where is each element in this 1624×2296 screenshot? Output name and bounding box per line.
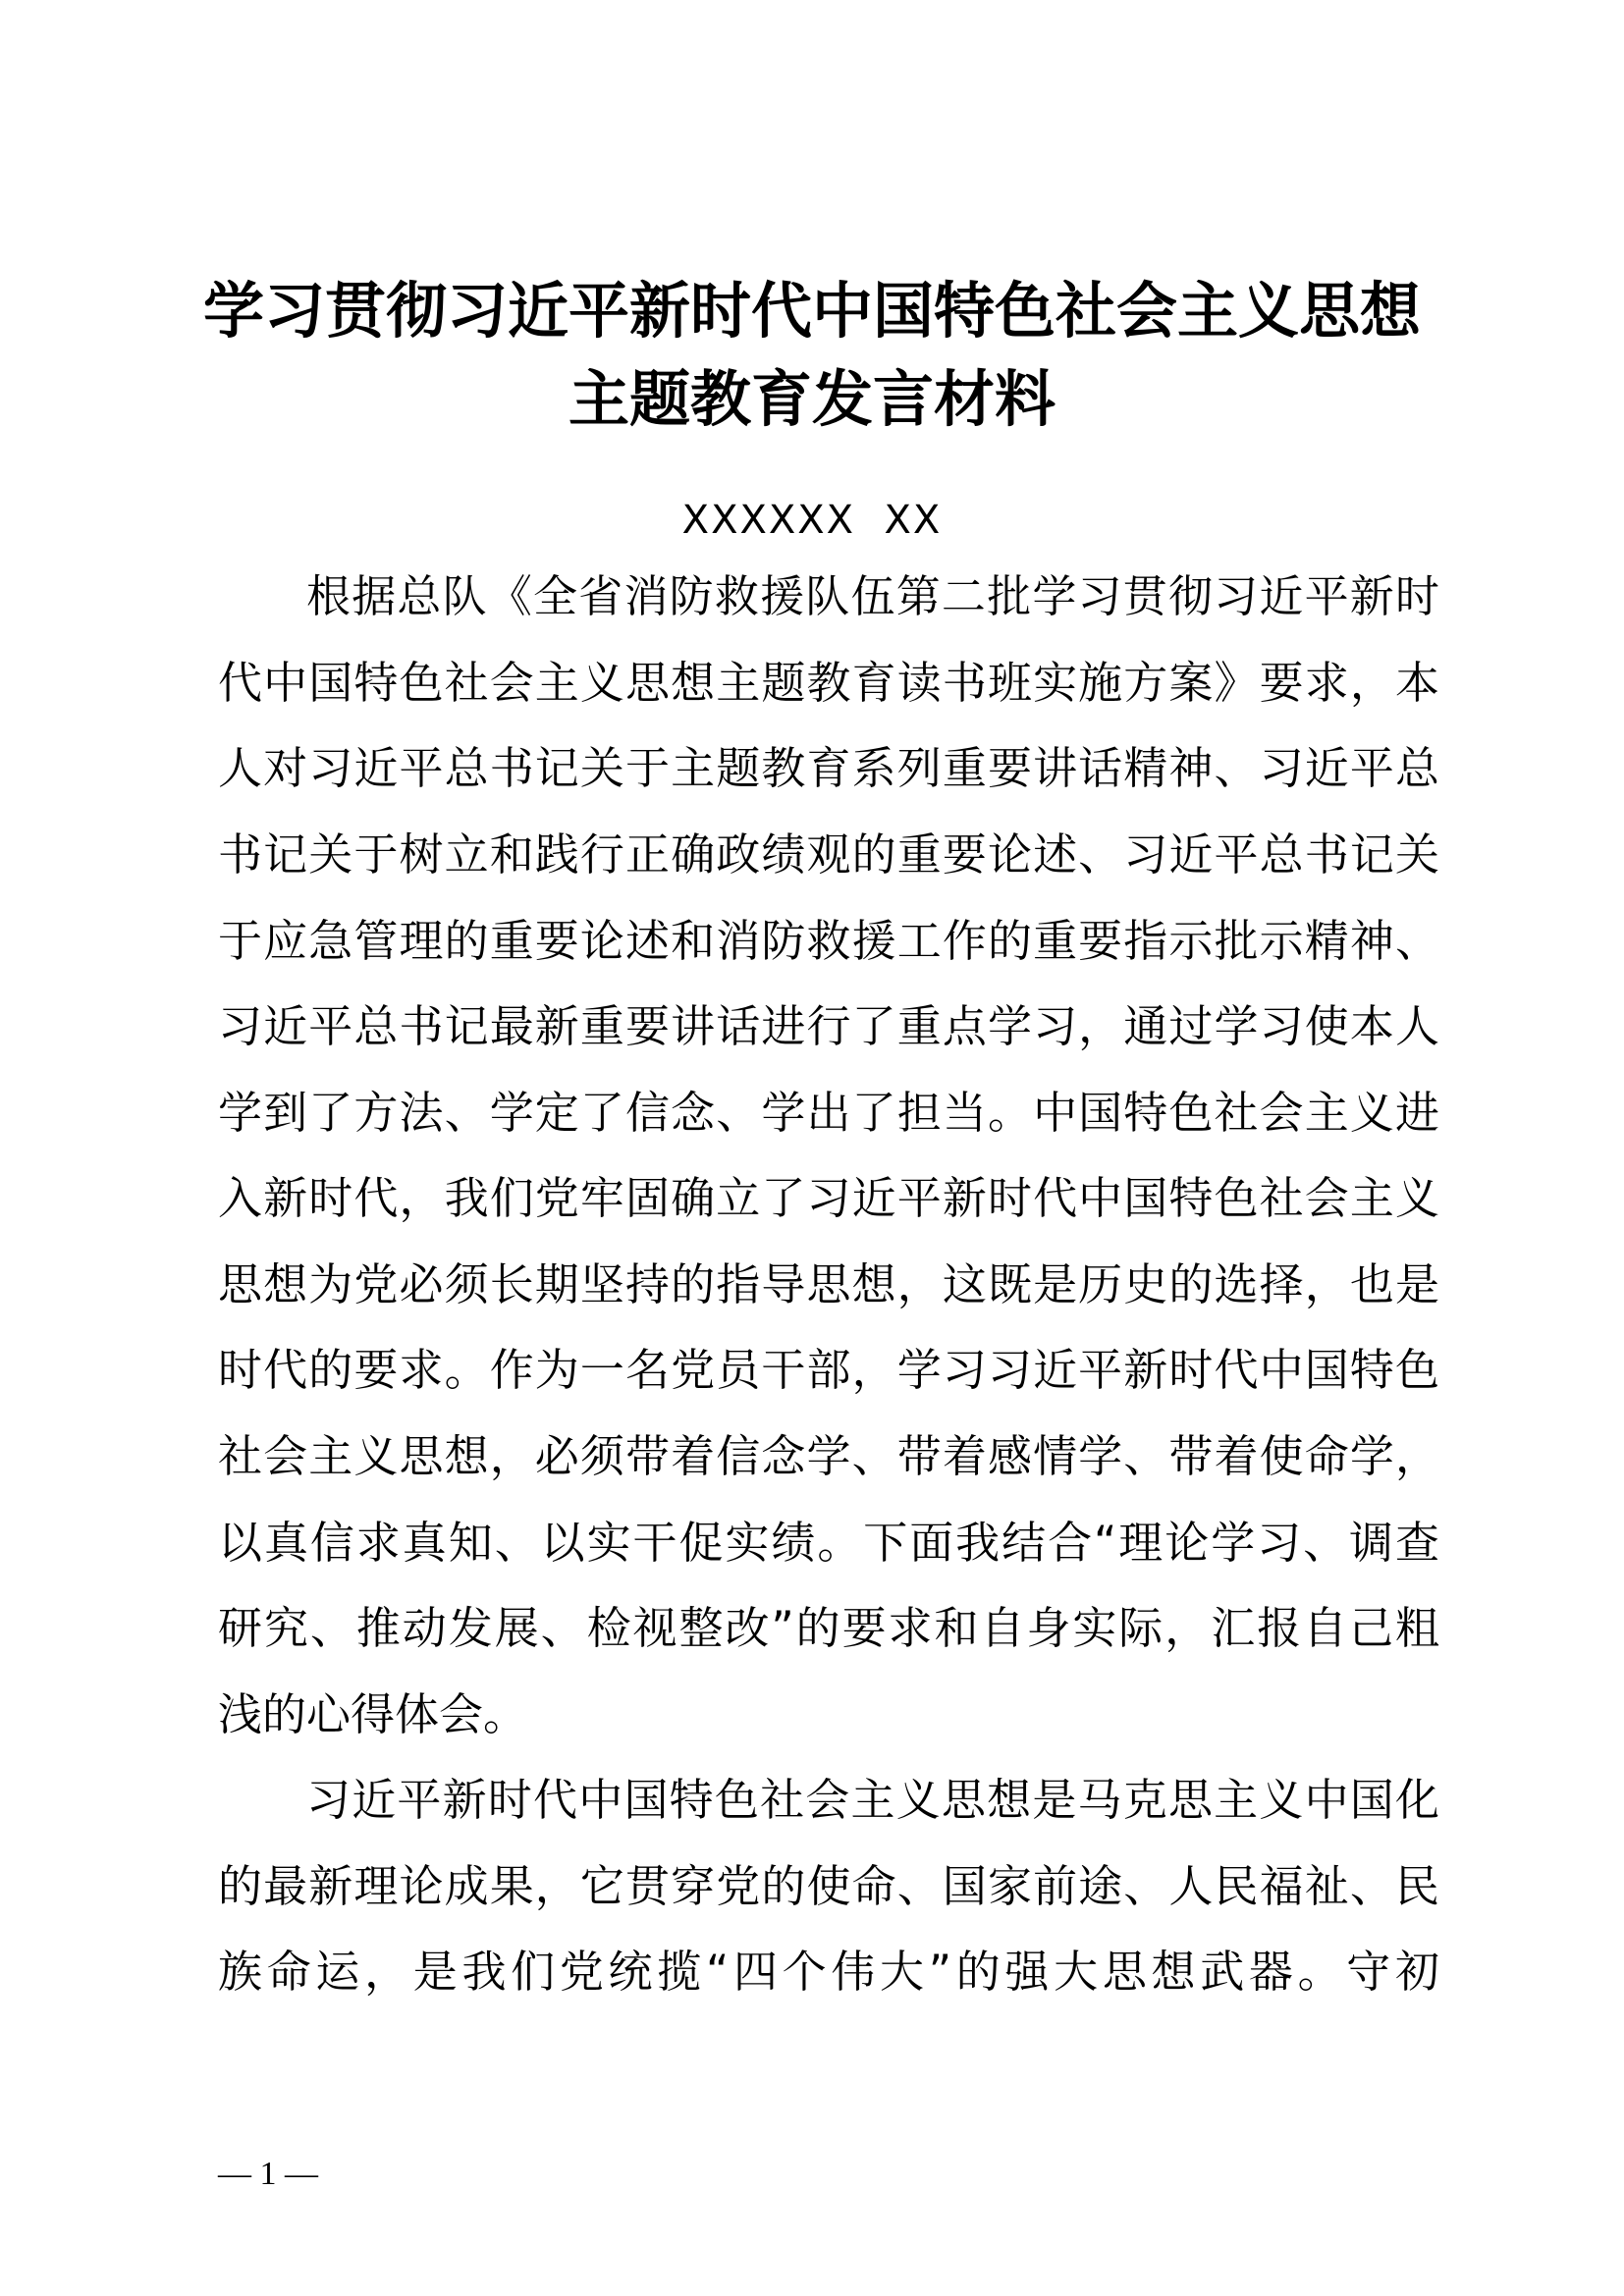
paragraph-line: 思想为党必须长期坚持的指导思想，这既是历史的选择，也是 — [218, 1258, 1439, 1310]
paragraph-line: 的最新理论成果，它贯穿党的使命、国家前途、人民福祉、民 — [218, 1860, 1439, 1912]
paragraph-line: 学到了方法、学定了信念、学出了担当。中国特色社会主义进 — [218, 1087, 1439, 1139]
paragraph-line: 习近平总书记最新重要讲话进行了重点学习，通过学习使本人 — [218, 1000, 1439, 1052]
paragraph-line: 人对习近平总书记关于主题教育系列重要讲话精神、习近平总 — [218, 742, 1439, 794]
paragraph-line: 书记关于树立和践行正确政绩观的重要论述、习近平总书记关 — [218, 828, 1439, 881]
paragraph-line: 浅的心得体会。 — [218, 1688, 528, 1740]
paragraph-line: 根据总队《全省消防救援队伍第二批学习贯彻习近平新时 — [306, 570, 1439, 622]
page-number: — 1 — — [218, 2156, 318, 2192]
title-line-1: 学习贯彻习近平新时代中国特色社会主义思想 — [202, 275, 1421, 347]
paragraph-line: 族命运，是我们党统揽“四个伟大”的强大思想武器。守初 — [218, 1946, 1439, 1998]
paragraph-line: 代中国特色社会主义思想主题教育读书班实施方案》要求，本 — [218, 657, 1439, 709]
paragraph-line: 研究、推动发展、检视整改”的要求和自身实际，汇报自己粗 — [218, 1602, 1439, 1654]
paragraph-line: 社会主义思想，必须带着信念学、带着感情学、带着使命学， — [218, 1430, 1439, 1482]
paragraph-line: 于应急管理的重要论述和消防救援工作的重要指示批示精神、 — [218, 915, 1439, 967]
paragraph-line: 入新时代，我们党牢固确立了习近平新时代中国特色社会主义 — [218, 1172, 1439, 1224]
paragraph-line: 以真信求真知、以实干促实绩。下面我结合“理论学习、调查 — [218, 1517, 1439, 1569]
title-line-2: 主题教育发言材料 — [568, 363, 1056, 435]
paragraph-line: 时代的要求。作为一名党员干部，学习习近平新时代中国特色 — [218, 1344, 1439, 1396]
paragraph-line: 习近平新时代中国特色社会主义思想是马克思主义中国化 — [306, 1774, 1439, 1826]
author-line: XXXXXX XX — [681, 498, 943, 543]
